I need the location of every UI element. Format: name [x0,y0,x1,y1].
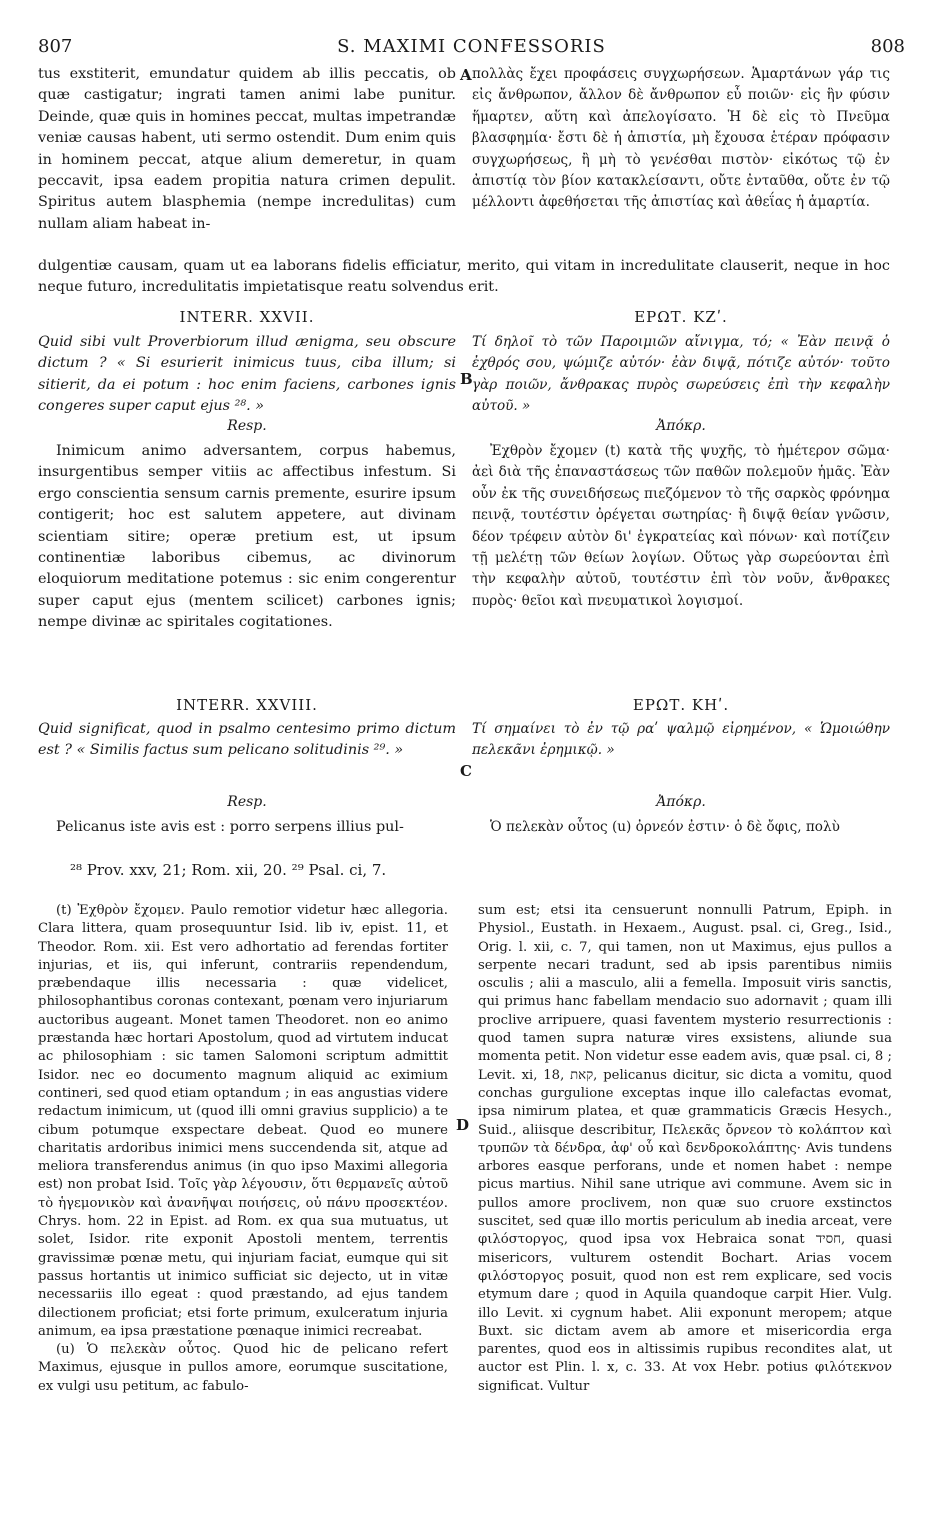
q28-greek-question: Τί σημαίνει τὸ ἐν τῷ ραʹ ψαλμῷ εἰρημένον, « Ὡμοιώθην πελεκᾶνι ἐρημικῷ. » [472,721,890,759]
q28-latin-question: Quid significat, quod in psalmo centesimo primo dictum est ? « Similis factus sum pelicano solitudinis ²⁹. » [38,721,456,759]
page-header [38,36,905,58]
scripture-references: ²⁸ Prov. xxv, 21; Rom. xii, 20. ²⁹ Psal. ci, 7. [70,861,387,879]
margin-mark-c: C [460,762,472,780]
q28-latin-heading: INTERR. XXVIII. [176,696,318,714]
top-latin-text: tus exstiterit, emundatur quidem ab illis peccatis, ob quæ castigatur; ingrati tamen animi labe punitur. Deinde, quæ quis in homines peccat, multas impetrandæ veniæ causas habent, uti sermo ostendit. Dum enim quis in hominem peccat, atque alium demeretur, in quam peccavit, ipsa eadem propitia natura crimen depulit. Spiritus autem blasphemia (nempe incredulitas) cum nullam aliam habeat in- [38,66,456,232]
page-number-right: 808 [870,36,905,57]
q27-latin-heading: INTERR. XXVII. [179,308,315,326]
q27-greek-question: Τί δηλοῖ τὸ τῶν Παροιμιῶν αἴνιγμα, τό; « Ἐὰν πεινᾷ ὁ ἐχθρός σου, ψώμιζε αὐτόν· ἐὰν διψᾷ, πότιζε αὐτόν· τοῦτο γὰρ ποιῶν, ἄνθρακας πυρὸς σωρεύσεις ἐπὶ τὴν κεφαλὴν αὐτοῦ. » [472,334,890,415]
q28-greek-answer: Ὁ πελεκὰν οὗτος (u) ὀρνεόν ἐστιν· ὁ δὲ ὄφις, πολὺ [490,819,840,835]
q27-latin-answer: Inimicum animo adversantem, corpus habemus, insurgentibus semper vitiis ac affectibus infestum. Si ergo conscientia sensum carnis premente, esurire ipsum contigerit; hoc est salutem appetere, aut divinam scientiam sitire; operæ pretium est, ut ipsum continentiæ laboribus cibemus, ac divinorum eloquiorum meditatione potemus : sic enim congerentur super caput ejus (mentem scilicet) carbones ignis; nempe divinæ ac spiritales cogitationes. [38,443,456,631]
q27-greek-resp: Ἀπόκρ. [656,418,706,434]
q27-latin-question: Quid sibi vult Proverbiorum illud ænigma, seu obscure dictum ? « Si esurierit inimicus tuus, ciba illum; si sitierit, da ei potum : hoc enim faciens, carbones ignis congeres super caput ejus ²⁸. » [38,334,456,415]
footnotes-left [38,902,448,1396]
q28-greek-resp: Ἀπόκρ. [656,794,706,810]
running-title: S. MAXIMI CONFESSORIS [337,36,606,57]
top-greek-text: πολλὰς ἔχει προφάσεις συγχωρήσεων. Ἁμαρτάνων γάρ τις εἰς ἄνθρωπον, ἄλλον δὲ ἄνθρωπον εὖ ποιῶν· εἰς ἣν φύσιν ἥμαρτεν, αὕτη καὶ ἀπελογίσατο. Ἡ δὲ εἰς τὸ Πνεῦμα βλασφημία· ἔστι δὲ ἡ ἀπιστία, μὴ ἔχουσα ἑτέραν πρόφασιν συγχωρήσεως, ἢ μὴ τὸ γενέσθαι πιστὸν· εἰκότως τῷ ἐν ἀπιστίᾳ τὸν βίον κατακλείσαντι, οὔτε ἐνταῦθα, οὔτε ἐν τῷ μέλλοντι ἀφεθήσεται τῆς ἀπιστίας καὶ ἀθεΐας ἡ ἁμαρτία. [472,66,890,211]
margin-mark-b: B [460,370,473,388]
q28-greek-heading: ΕΡΩΤ. ΚΗʹ. [632,696,730,714]
q27-latin-resp: Resp. [227,418,267,434]
footnotes-right: sum est; etsi ita censuerunt nonnulli Patrum, Epiph. in Physiol., Eustath. in Hexaem., August. psal. ci, Greg., Isid., Orig. l. xii, c. 7, qui tamen, non ut Maximus, ejus pullos a serpente necari tradunt, sed ab ipsis parentibus nimiis osculis ; alii a masculo, alii a femella. Imposuit viris sanctis, qui primus hanc fabellam mendacio suo adornavit ; quam illi proclive arripuere, quasi faventem mysterio resurrectionis : quod tamen supra naturæ vires exsistens, aliunde sua momenta petit. Non videtur esse eadem avis, quæ psal. ci, 8 ; Levit. xi, 18, קאת, pelicanus dicitur, sic dicta a vomitu, quod conchas gurgulione exceptas inque illo calefactas evomat, ipsa nimirum platea, et quæ grammaticis Græcis Hesych., Suid., aliisque describitur, Πελεκᾶς ὄρνεον τὸ κολάπτον καὶ τρυπῶν τὰ δένδρα, ἀφ' οὗ καὶ δενδροκολάπτης· Avis tundens arbores easque perforans, unde et nomen habet : nempe picus martius. Nihil sane utrique avi commune. Avem sic in pullos amore proclivem, non quæ suo cruore exstinctos suscitet, sed quæ illo mortis periculum ab inedia arceat, vere φιλόστοργος, quod ipsa vox Hebraica sonat חסיד, quasi misericors, vulturem ostendit Bochart. Arias vocem φιλόστοργος posuit, quod non est rem explicare, sed vocis etymum dare ; quod in Aquila quandoque carpit Hier. Vulg. illo Levit. xi cygnum habet. Alii exponunt meropem; atque Buxt. sic dictam avem ab amore et misericordia erga parentes, quod eos in altissimis rupibus recondites alat, ut auctor est Plin. l. x, c. 33. At vox Hebr. potius φιλότεκνον significat. Vultur [478,903,893,1394]
margin-mark-a: A [460,66,472,84]
footnote-t: (t) Ἐχθρὸν ἔχομεν. Paulo remotior videtur hæc allegoria. Clara littera, quam prosequuntur Isid. lib iv, epist. 11, et Theodor. Rom. xii. Est vero adhortatio ad ferendas fortiter injurias, et iis, qui inferunt, contrariis rependendum, præbendaque illis necessaria : quæ videlicet, philosophantibus coronas contexant, pœnam vero injuriarum auctoribus augeant. Monet tamen Theodoret. non eo animo præstanda hæc hortari Apostolum, quod ad virtutem inducat ac philosophiam : sic tamen Salomoni scriptum admittit Isidor. nec eo documento magnum aliquid ac eximium contineri, sed quod etiam optandum ; in eas angustias videre redactum inimicum, ut (quod illi omni gravius supplicio) a te cibum potumque exspectare debeat. Quod eo munere charitatis ardoribus inimici mens succendenda sit, atque ad meliora transferendus animus (in quo ipso Maximi allegoria est) non probat Isid. Τοῖς γὰρ λέγουσιν, ὅτι θερμανεῖς αὐτοῦ τὸ ἡγεμονικὸν καὶ ἀνανῆψαι ποιήσεις, οὐ πάνυ προσεκτέον. Chrys. hom. 22 in Epist. ad Rom. ex qua sua mutuatus, ut solet, Isidor. rite exponit Apostoli mentem, terrentis gravissimæ pœnæ metu, qui injuriam faciat, eumque qui sit passus hortantis ut inimico sufficiat sic dejecto, ut in vitæ necessariis illo egeat : quod præstando, ad ejus tandem dilectionem proficiat; etsi forte primum, exulceratum injuria animum, ea ipsa præstatione pœnaque inimici recreabat. [38,903,448,1339]
q27-greek-heading: ΕΡΩΤ. ΚΖʹ. [634,308,728,326]
page-number-left: 807 [38,36,73,57]
q28-latin-answer: Pelicanus iste avis est : porro serpens illius pul- [56,819,404,835]
q27-greek-answer: Ἐχθρὸν ἔχομεν (t) κατὰ τῆς ψυχῆς, τὸ ἡμέτερον σῶμα· ἀεὶ διὰ τῆς ἐπαναστάσεως τῶν παθῶν πολεμοῦν ἡμᾶς. Ἐὰν οὖν ἐκ τῆς συνειδήσεως πιεζόμενον τὸ τῆς σαρκὸς φρόνημα πεινᾷ, τουτέστιν ὀρέγεται σωτηρίας· ἢ διψᾷ θείαν γνῶσιν, δέον τρέφειν αὐτὸν δι' ἐγκρατείας καὶ πόνων· καὶ ποτίζειν τῇ μελέτῃ τῶν θείων λογίων. Οὕτως γὰρ σωρεύονται ἐπὶ τὴν κεφαλὴν αὐτοῦ, τουτέστιν ἐπὶ τὸν νοῦν, ἄνθρακες πυρὸς· θεῖοι καὶ πνευματικοὶ λογισμοί. [472,443,890,609]
margin-mark-d: D [456,1116,470,1134]
footnote-u: (u) Ὁ πελεκὰν οὗτος. Quod hic de pelicano refert Maximus, ejusque in pullos amore, eorumque suscitatione, ex vulgi usu petitum, ac fabulo- [38,1342,448,1394]
top-full-text: dulgentiæ causam, quam ut ea laborans fidelis efficiatur, merito, qui vitam in incredulitate clauserit, neque in hoc neque futuro, incredulitatis impietatisque reatu solvendus erit. [38,258,890,296]
q28-latin-resp: Resp. [227,794,267,810]
